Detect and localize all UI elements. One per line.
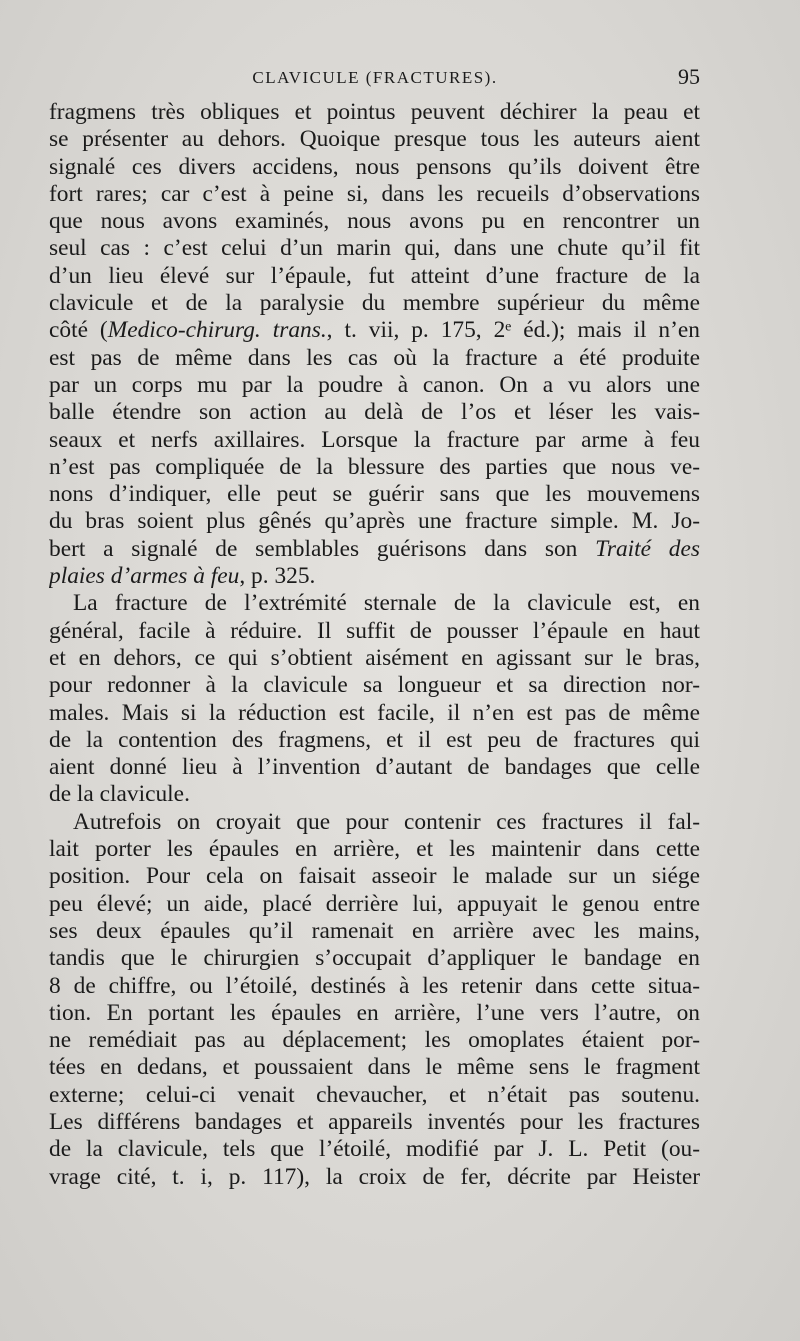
text-line: général, facile à réduire. Il suffit de pousser l’épaule en haut: [49, 617, 700, 644]
text-line: Autrefois on croyait que pour contenir ces fractures il fal-: [73, 808, 700, 835]
text-line: aient donné lieu à l’invention d’autant de bandages que celle: [49, 754, 700, 781]
text-line: d’un lieu élevé sur l’épaule, fut atteint d’une fracture de la: [49, 262, 700, 289]
text-line: que nous avons examinés, nous avons pu en rencontrer un: [49, 208, 700, 235]
text-line: pour redonner à la clavicule sa longueur et sa direction nor-: [49, 672, 700, 699]
citation-italic: Medico-chirurg. trans.: [107, 317, 327, 344]
text-line: lait porter les épaules en arrière, et les maintenir dans cette: [49, 836, 700, 863]
citation-italic: plaies d’armes à feu: [49, 563, 240, 590]
text-line: n’est pas compliquée de la blessure des parties que nous ve-: [49, 453, 700, 480]
text-line: seul cas : c’est celui d’un marin qui, dans une chute qu’il fit: [49, 235, 700, 262]
running-head: [50, 64, 700, 94]
text-line: fragmens très obliques et pointus peuvent déchirer la peau et: [49, 99, 700, 125]
text-line: Les différens bandages et appareils inventés pour les fractures: [49, 1108, 700, 1135]
text-line: par un corps mu par la poudre à canon. On a vu alors une: [49, 371, 700, 398]
text-line: males. Mais si la réduction est facile, il n’en est pas de même: [49, 699, 700, 726]
text-line: bert a signalé de semblables guérisons dans son Traité des: [49, 535, 700, 562]
text-line: du bras soient plus gênés qu’après une fracture simple. M. Jo-: [49, 508, 700, 535]
text-line: et en dehors, ce qui s’obtient aisément en agissant sur le bras,: [49, 644, 700, 671]
page-number: 95: [678, 64, 700, 89]
text-line: ne remédiait pas au déplacement; les omoplates étaient por-: [49, 1027, 700, 1054]
text-line: côté (Medico-chirurg. trans., t. vii, p. 175, 2ᵉ éd.); mais il n’en: [49, 317, 700, 344]
text-line: seaux et nerfs axillaires. Lorsque la fracture par arme à feu: [49, 426, 700, 453]
text-line: clavicule et de la paralysie du membre supérieur du même: [49, 290, 700, 317]
text-line: peu élevé; un aide, placé derrière lui, appuyait le genou entre: [49, 890, 700, 917]
text-line: position. Pour cela on faisait asseoir le malade sur un siége: [49, 863, 700, 890]
text-line: tion. En portant les épaules en arrière, l’une vers l’autre, on: [49, 999, 700, 1026]
text-line: tandis que le chirurgien s’occupait d’appliquer le bandage en: [49, 945, 700, 972]
text-line: se présenter au dehors. Quoique presque tous les auteurs aient: [49, 126, 700, 153]
text-line: est pas de même dans les cas où la fracture a été produite: [49, 344, 700, 371]
text-line: La fracture de l’extrémité sternale de la clavicule est, en: [73, 590, 700, 617]
text-line: de la clavicule.: [49, 781, 190, 808]
text-line: ses deux épaules qu’il ramenait en arrière avec les mains,: [49, 917, 700, 944]
body-text: [49, 99, 700, 1191]
text-line: tées en dedans, et poussaient dans le même sens le fragment: [49, 1054, 700, 1081]
text-line: de la clavicule, tels que l’étoilé, modifié par J. L. Petit (ou-: [49, 1136, 700, 1163]
text-line: vrage cité, t. i, p. 117), la croix de fer, décrite par Heister: [49, 1163, 700, 1190]
text-line: 8 de chiffre, ou l’étoilé, destinés à les retenir dans cette situa-: [49, 972, 700, 999]
text-line: nons d’indiquer, elle peut se guérir sans que les mouvemens: [49, 481, 700, 508]
citation-italic: Traité des: [595, 535, 700, 562]
text-line: plaies d’armes à feu, p. 325.: [49, 563, 316, 590]
running-title: CLAVICULE (FRACTURES).: [252, 68, 498, 87]
text-line: signalé ces divers accidens, nous pensons qu’ils doivent être: [49, 153, 700, 180]
text-line: balle étendre son action au delà de l’os et léser les vais-: [49, 399, 700, 426]
text-line: fort rares; car c’est à peine si, dans les recueils d’observations: [49, 180, 700, 207]
text-line: externe; celui-ci venait chevaucher, et n’était pas soutenu.: [49, 1081, 700, 1108]
text-line: de la contention des fragmens, et il est peu de fractures qui: [49, 726, 700, 753]
